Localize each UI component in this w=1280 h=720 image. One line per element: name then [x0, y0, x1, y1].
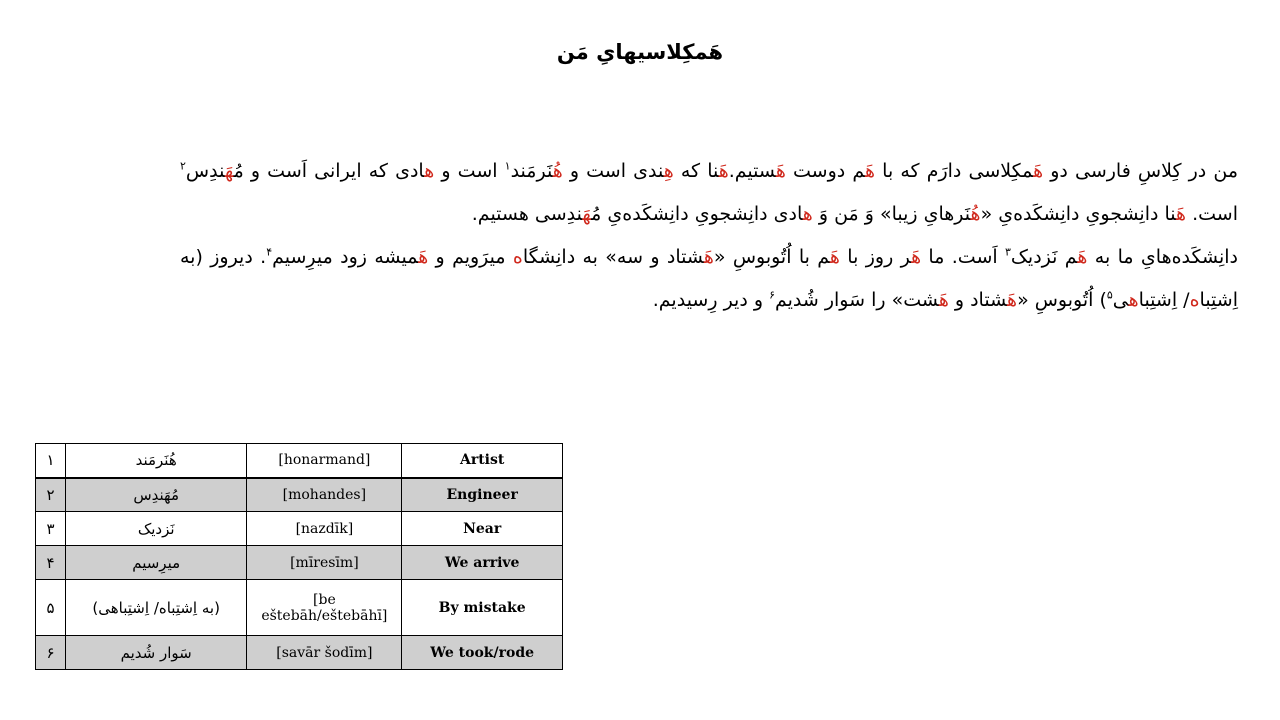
row-number: ۲ — [36, 478, 66, 512]
text-run: زود میرِسیم — [272, 246, 367, 268]
row-number: ۶ — [36, 636, 66, 670]
transliteration: [mīresīm] — [247, 546, 402, 580]
highlighted-letter: ه — [512, 246, 523, 268]
table-row — [36, 580, 563, 636]
english-meaning: We took/rode — [402, 636, 563, 670]
text-run: ادی دانِشجویِ دانِشکَدەیِ — [607, 203, 803, 225]
vocabulary-table — [35, 443, 563, 670]
table-row — [36, 478, 563, 512]
footnote-ref: ۶ — [769, 288, 775, 302]
text-run: است و — [434, 160, 505, 182]
persian-word: میرِسیم — [65, 546, 246, 580]
paragraph-2 — [180, 236, 1238, 322]
english-meaning: Near — [402, 512, 563, 546]
highlighted-letter: ه — [802, 203, 813, 225]
transliteration: [be eštebāh/eštebāhī] — [247, 580, 402, 636]
text-run: ندِسی هستیم. — [471, 203, 583, 225]
highlighted-letter: هَ — [224, 160, 234, 182]
english-meaning: Engineer — [402, 478, 563, 512]
highlighted-letter: هَ — [582, 203, 592, 225]
text-run: م با اُتُوبوسِ « — [713, 246, 830, 268]
highlighted-letter: هَ — [911, 246, 922, 268]
text-run: ادی که — [368, 160, 425, 182]
text-run: است. — [1186, 203, 1238, 225]
text-run: شت» را سَوار شُدیم — [774, 289, 939, 311]
row-number: ۴ — [36, 546, 66, 580]
highlighted-letter: هَ — [865, 160, 876, 182]
highlighted-letter: هَ — [1176, 203, 1187, 225]
table-row — [36, 512, 563, 546]
lesson-text — [180, 150, 1238, 322]
row-number: ۱ — [36, 444, 66, 478]
english-meaning: Artist — [402, 444, 563, 478]
text-run: نا دانِشجویِ دانِشکَدەیِ « — [980, 203, 1177, 225]
text-run: مکِلاسی دارَم که با — [875, 160, 1034, 182]
text-run: م نَزدیک — [1010, 246, 1078, 268]
persian-word: (به اِشتِباه/ اِشتِباهی) — [65, 580, 246, 636]
highlighted-letter: هِ — [663, 160, 674, 182]
highlighted-letter: هَ — [1077, 246, 1088, 268]
text-run: نا که — [673, 160, 719, 182]
text-run: . دیروز (به اِشتِبا — [180, 246, 1238, 311]
text-run: و دیر رِسیدیم. — [652, 289, 770, 311]
text-run: نَرهایِ زیبا» وَ مَن وَ — [812, 203, 971, 225]
english-meaning: By mistake — [402, 580, 563, 636]
footnote-ref: ۴ — [266, 245, 273, 259]
text-run: ایرانی اَست و مُ — [233, 160, 362, 182]
english-meaning: We arrive — [402, 546, 563, 580]
text-run: مُ — [591, 203, 602, 225]
text-run: دانِشکَدەهایِ ما به — [1087, 246, 1238, 268]
text-run: ندِس — [185, 160, 225, 182]
footnote-ref: ۵ — [1106, 288, 1113, 302]
text-run: نَرمَند — [510, 160, 553, 182]
highlighted-letter: ه — [424, 160, 435, 182]
highlighted-letter: هَ — [1007, 289, 1018, 311]
text-run: ندی است و — [562, 160, 664, 182]
highlighted-letter: هَ — [418, 246, 429, 268]
highlighted-letter: هُ — [552, 160, 563, 182]
highlighted-letter: ه — [1128, 289, 1139, 311]
text-run: ر روز با — [839, 246, 912, 268]
table-row — [36, 636, 563, 670]
highlighted-letter: هَ — [829, 246, 840, 268]
persian-word: هُنَرمَند — [65, 444, 246, 478]
paragraph-1 — [180, 150, 1238, 236]
text-run: م دوست — [785, 160, 865, 182]
text-run: ستیم. — [728, 160, 776, 182]
highlighted-letter: هَ — [1033, 160, 1044, 182]
highlighted-letter: ه — [1189, 289, 1200, 311]
highlighted-letter: هَ — [718, 160, 729, 182]
highlighted-letter: هَ — [938, 289, 949, 311]
page-title: هَمکِلاسیهایِ مَن — [556, 40, 724, 64]
text-run: / اِشتِبا — [1138, 289, 1190, 311]
row-number: ۵ — [36, 580, 66, 636]
text-run: من در کِلاسِ فارسی دو — [1043, 160, 1238, 182]
highlighted-letter: هَ — [703, 246, 714, 268]
text-run: اَست. ما — [921, 246, 1005, 268]
transliteration: [mohandes] — [247, 478, 402, 512]
footnote-ref: ۱ — [504, 159, 511, 173]
persian-word: نَزدیک — [65, 512, 246, 546]
highlighted-letter: هَ — [775, 160, 786, 182]
text-run: ) اُتُوبوسِ « — [1017, 289, 1107, 311]
text-run: ی — [1112, 289, 1129, 311]
text-run: شتاد و — [948, 289, 1008, 311]
table-row — [36, 444, 563, 478]
transliteration: [savār šodīm] — [247, 636, 402, 670]
footnote-ref: ۲ — [180, 159, 186, 173]
table-row — [36, 546, 563, 580]
row-number: ۳ — [36, 512, 66, 546]
footnote-ref: ۳ — [1004, 245, 1011, 259]
text-run: شتاد و سه» به دانِشگا — [522, 246, 704, 268]
highlighted-letter: هُ — [970, 203, 981, 225]
persian-word: سَوار شُدیم — [65, 636, 246, 670]
transliteration: [nazdīk] — [247, 512, 402, 546]
text-run: میرَویم و — [428, 246, 513, 268]
transliteration: [honarmand] — [247, 444, 402, 478]
text-run: میشه — [374, 246, 419, 268]
persian-word: مُهَندِس — [65, 478, 246, 512]
